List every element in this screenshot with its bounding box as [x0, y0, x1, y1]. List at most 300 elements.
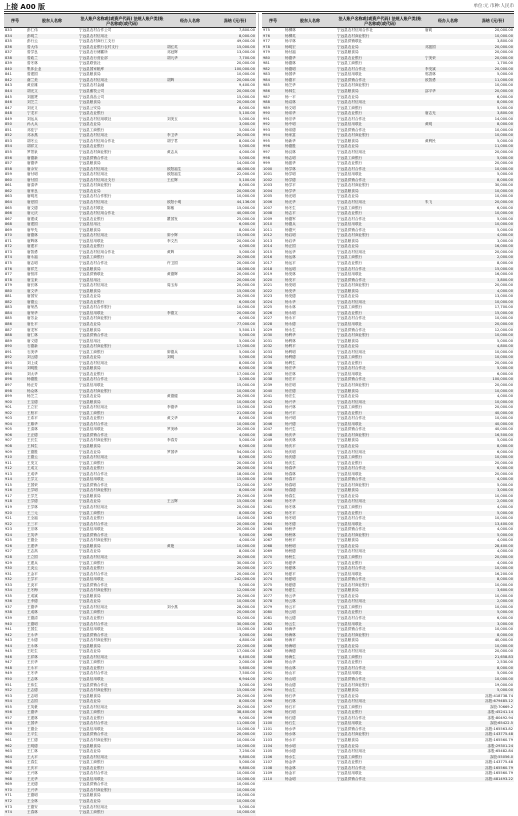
row-amount: 冻股:65422.5	[489, 721, 513, 726]
row-no: 1078	[263, 599, 273, 604]
row-id: 宁远县信用联社	[337, 671, 363, 676]
row-amount: 10,000.00	[494, 416, 513, 421]
row-id: 宁远县供销合作社	[337, 227, 366, 232]
row-name: 王德明	[27, 621, 38, 626]
row-no: 1048	[263, 432, 273, 437]
row-amount: 4,000.00	[496, 505, 513, 510]
row-no: 1009	[263, 216, 273, 221]
row-name: 唐建国	[27, 222, 38, 227]
row-name: 王永德	[27, 638, 38, 643]
row-amount: 6,000.00	[238, 366, 255, 371]
row-amount: 20,000.00	[494, 55, 513, 60]
row-id: 宁远县工商银行	[79, 810, 105, 815]
row-no: 898	[5, 388, 12, 393]
row-person: 胡红英	[167, 44, 178, 49]
row-no: 988	[263, 100, 270, 105]
row-amount: 4,800.00	[496, 344, 513, 349]
row-id: 宁远县信用联社	[337, 122, 363, 127]
row-no: 859	[5, 172, 12, 177]
row-no: 880	[5, 288, 12, 293]
row-amount: 冻股:55056.0	[489, 754, 513, 759]
row-name: 杨永明	[285, 310, 296, 315]
row-amount: 5,000.00	[496, 482, 513, 487]
row-person: 黄德健	[167, 394, 178, 399]
row-no: 1016	[263, 255, 273, 260]
row-amount: 40,000.00	[494, 427, 513, 432]
row-no: 1097	[263, 704, 273, 709]
row-amount: 2,000.00	[238, 660, 255, 665]
row-name: 王宗林	[27, 527, 38, 532]
row-no: 1055	[263, 471, 273, 476]
row-id: 宁远县信用联社	[337, 521, 363, 526]
row-no: 965	[5, 760, 12, 765]
row-id: 宁远县信用联社	[337, 172, 363, 177]
row-id: 宁远县农村商业银行	[337, 682, 370, 687]
row-no: 881	[5, 294, 12, 299]
row-name: 王德华	[27, 710, 38, 715]
row-no: 1021	[263, 283, 273, 288]
row-name: 王大平	[27, 754, 38, 759]
row-amount: 8,000.00	[238, 510, 255, 515]
row-name: 杨学德	[285, 177, 296, 182]
row-name: 杨石华	[285, 693, 296, 698]
row-amount: 52,000.00	[236, 615, 255, 620]
row-no: 1061	[263, 505, 273, 510]
row-no: 1095	[263, 693, 273, 698]
row-amount: 10,000.00	[494, 582, 513, 587]
row-amount: 5,000.00	[496, 610, 513, 615]
row-no: 941	[5, 627, 12, 632]
row-amount: 20,000.00	[236, 505, 255, 510]
row-id: 宁远县供销合作社	[79, 333, 108, 338]
row-id: 宁远县农业银行	[337, 161, 363, 166]
row-name: 杨夏平	[285, 571, 296, 576]
row-name: 曾学良	[27, 50, 38, 55]
row-id: 宁远县供销合作社	[337, 676, 366, 681]
row-name: 王建林	[27, 715, 38, 720]
row-amount: 8,000.00	[496, 665, 513, 670]
row-name: 王光华	[27, 776, 38, 781]
row-amount: 10,000.00	[494, 455, 513, 460]
row-id: 宁远县工商银行	[79, 410, 105, 415]
row-amount: 6,000.00	[238, 222, 255, 227]
row-name: 刘云德	[27, 355, 38, 360]
row-amount: 77,000.00	[236, 321, 255, 326]
row-no: 909	[5, 449, 12, 454]
row-person: 黄德辉	[167, 272, 178, 277]
row-name: 杨柳英	[285, 33, 296, 38]
row-id: 宁远县粮食局	[79, 643, 101, 648]
row-amount: 3,000.00	[238, 122, 255, 127]
row-person: 唐莉	[425, 28, 433, 32]
row-id: 宁远县农村商业银行	[79, 150, 112, 155]
row-id: 宁远县农村商业银行	[337, 83, 370, 88]
row-name: 邓冰燕	[27, 133, 38, 138]
row-name: 杨德林	[285, 61, 296, 66]
row-id: 宁远县农村信用社	[79, 804, 108, 809]
row-amount: 10,000.00	[494, 604, 513, 609]
row-no: 901	[5, 405, 12, 410]
row-id: 宁远县农村信用社	[337, 199, 366, 204]
row-name: 杨海明	[285, 643, 296, 648]
row-id: 宁远县农业银行	[79, 715, 105, 720]
row-amount: 6,944.00	[238, 676, 255, 681]
row-name: 王志德	[27, 688, 38, 693]
row-id: 宁远县农村信用社	[337, 349, 366, 354]
row-amount: 7,250.00	[238, 749, 255, 754]
row-amount: 10,000.00	[494, 493, 513, 498]
row-name: 唐余安	[27, 166, 38, 171]
row-no: 950	[5, 676, 12, 681]
row-amount: 20,000.00	[236, 527, 255, 532]
row-no: 975	[263, 28, 270, 32]
table-row	[4, 810, 256, 816]
row-no: 894	[5, 366, 12, 371]
row-name: 杨山生	[285, 688, 296, 693]
row-id: 宁远县供销联社	[79, 272, 105, 277]
row-name: 王发文	[27, 460, 38, 465]
row-name: 杨春华	[285, 466, 296, 471]
row-name: 唐义德	[27, 338, 38, 343]
row-amount: 冻股:165560.79	[485, 771, 513, 776]
row-person: 李卫华	[167, 133, 178, 138]
row-no: 1077	[263, 593, 273, 598]
row-name: 王林生	[27, 444, 38, 449]
row-no: 1085	[263, 638, 273, 643]
row-no: 841	[5, 72, 12, 77]
row-no: 980	[263, 55, 270, 60]
row-no: 1052	[263, 455, 273, 460]
row-person: 欧阳福生	[167, 166, 182, 171]
row-id: 宁远县农村合作社	[337, 765, 366, 770]
row-id: 宁远县粮食局	[337, 288, 359, 293]
row-no: 996	[263, 144, 270, 149]
row-id: 宁远县农村商业银行	[79, 388, 112, 393]
row-id: 宁远县农村商业银行	[337, 732, 370, 737]
row-id: 宁远县工商银行	[79, 255, 105, 260]
row-name: 王学文	[27, 477, 38, 482]
row-name: 杨春平	[285, 477, 296, 482]
row-name: 唐志明	[27, 260, 38, 265]
row-id: 宁远县工商银行	[79, 127, 105, 132]
table-left	[4, 13, 256, 815]
row-no: 1099	[263, 715, 273, 720]
row-name: 杨兴华	[285, 399, 296, 404]
row-name: 唐国安	[27, 294, 38, 299]
row-amount: 20,000.00	[236, 571, 255, 576]
row-no: 976	[263, 33, 270, 38]
row-amount: 4,000.00	[496, 477, 513, 482]
row-id: 宁远县农村商业银行	[337, 133, 370, 138]
row-no: 873	[5, 249, 12, 254]
row-amount: 3,800.00	[496, 277, 513, 282]
row-no: 897	[5, 383, 12, 387]
row-amount: 10,000.00	[494, 133, 513, 138]
row-no: 973	[5, 804, 12, 809]
row-amount: 冻股:679485.12	[485, 699, 513, 704]
row-no: 981	[263, 61, 270, 66]
row-person: 廖小辉	[167, 233, 178, 238]
row-id: 宁远县农业银行	[79, 665, 105, 670]
row-amount: 19,000.00	[494, 682, 513, 687]
row-name: 杨志平	[285, 211, 296, 216]
row-id: 宁远县农业银行	[337, 111, 363, 116]
row-name: 刘光义	[27, 105, 38, 110]
row-id: 宁远县农村商业银行	[337, 632, 370, 637]
row-id: 宁远县工商银行	[337, 455, 363, 460]
row-no: 858	[5, 166, 12, 171]
row-name: 杨秋生	[285, 554, 296, 559]
row-no: 1098	[263, 710, 273, 715]
row-id: 宁远县农业银行	[79, 144, 105, 149]
row-no: 1060	[263, 499, 273, 504]
row-id: 宁远县农业局	[79, 394, 101, 399]
row-name: 杨文明	[285, 105, 296, 110]
row-id: 宁远县农村金融	[79, 83, 105, 88]
row-name: 王德清	[27, 615, 38, 620]
row-name: 杨山华	[285, 660, 296, 665]
row-person: 黄辉	[167, 249, 175, 254]
row-no: 1105	[263, 749, 273, 754]
row-no: 957	[5, 715, 12, 720]
row-no: 999	[263, 161, 270, 166]
row-no: 856	[5, 155, 12, 160]
row-amount: 10,000.00	[494, 194, 513, 199]
row-id: 宁远县供销合作社	[337, 726, 366, 731]
row-amount: 1,700.00	[496, 61, 513, 66]
row-name: 杨山林	[285, 665, 296, 670]
row-id: 宁远县粮食局	[79, 399, 101, 404]
row-person: 许卫国	[167, 260, 178, 265]
row-no: 871	[5, 238, 12, 243]
row-id: 宁远县粮食局	[79, 793, 101, 798]
row-amount: 冻股:45241.14	[487, 710, 513, 715]
row-no: 929	[5, 560, 12, 565]
row-no: 913	[5, 471, 12, 476]
row-name: 杨夏明	[285, 577, 296, 582]
row-amount: 7,700.00	[238, 55, 255, 60]
row-id: 宁远县工商银行	[337, 754, 363, 759]
row-id: 宁远县信用联社	[337, 222, 363, 227]
row-no: 968	[5, 776, 12, 781]
row-no: 974	[5, 810, 12, 815]
row-no: 848	[5, 111, 12, 116]
row-name: 王仁德	[27, 738, 38, 742]
row-name: 谢兰美	[27, 77, 38, 82]
row-amount: 28,000.00	[236, 604, 255, 609]
row-id: 宁远县粮食局	[79, 266, 101, 271]
row-no: 837	[5, 50, 12, 55]
row-name: 杨海林	[285, 632, 296, 637]
row-name: 唐爱国	[27, 199, 38, 204]
row-id: 宁远县粮食局	[79, 743, 101, 748]
row-amount: 16,200.00	[494, 571, 513, 576]
row-name: 唐德华	[27, 161, 38, 166]
row-no: 839	[5, 61, 12, 66]
row-amount: 4,000.00	[496, 233, 513, 238]
row-id: 宁远县信用联社	[337, 571, 363, 576]
row-amount: 14,000.00	[236, 161, 255, 166]
row-amount: 17,700.00	[494, 305, 513, 310]
row-id: 宁远县供销合作社	[79, 632, 108, 637]
row-amount: 冻股:143775.48	[485, 760, 513, 765]
row-name: 王三平	[27, 521, 38, 526]
row-name: 杨永林	[285, 305, 296, 310]
row-no: 1056	[263, 477, 273, 482]
row-id: 宁远县供销合作社	[79, 582, 108, 587]
row-no: 1092	[263, 676, 273, 681]
row-name: 杨发明	[285, 283, 296, 288]
row-amount: 5,000.00	[496, 216, 513, 221]
row-id: 宁远县信用联社	[79, 577, 105, 582]
row-name: 唐德林	[27, 233, 38, 238]
row-amount: 5,000.00	[238, 532, 255, 537]
row-amount: 54,000.00	[236, 449, 255, 454]
row-amount: 8,000.00	[496, 632, 513, 637]
row-no: 1079	[263, 604, 273, 609]
row-amount: 11,000.00	[494, 144, 513, 149]
row-id: 宁远县工商银行	[337, 61, 363, 66]
row-no: 851	[5, 127, 12, 132]
row-amount: 20,000.00	[494, 321, 513, 326]
row-amount: 5,000.00	[238, 144, 255, 149]
row-id: 宁远县农村合作社	[79, 571, 108, 576]
row-no: 869	[5, 227, 12, 232]
row-amount: 3,000.00	[496, 621, 513, 626]
row-amount: 15,000.00	[236, 627, 255, 632]
row-no: 1065	[263, 527, 273, 532]
row-id: 宁远县工商银行	[337, 255, 363, 260]
row-id: 宁远县工商银行	[337, 205, 363, 210]
row-name: 王炎平	[27, 582, 38, 587]
row-amount: 8,000.00	[238, 105, 255, 110]
row-name: 曾政兰	[27, 55, 38, 60]
row-id: 宁远县农村合作社	[337, 316, 366, 321]
row-person: 廖德兵	[167, 349, 178, 354]
row-no: 846	[5, 100, 12, 105]
row-name: 杨林生	[285, 89, 296, 94]
row-person: 刘美玉	[167, 116, 178, 121]
row-amount: 冻股:70669.2	[489, 704, 513, 709]
row-no: 845	[5, 94, 12, 99]
row-no: 1026	[263, 310, 273, 315]
row-id: 宁远县农村合作社	[337, 665, 366, 670]
row-amount: 20,000.00	[494, 50, 513, 55]
row-name: 杨芝兰	[27, 394, 38, 399]
row-id: 宁远县信用联社	[337, 72, 363, 77]
row-no: 1062	[263, 510, 273, 515]
row-amount: 8,000.00	[496, 100, 513, 105]
row-amount: 4,000.00	[496, 549, 513, 554]
row-name: 杨正芳	[27, 383, 38, 387]
row-name: 杨德胜	[285, 144, 296, 149]
row-id: 宁远县农村商业银行	[337, 582, 370, 587]
row-name: 唐德云	[27, 299, 38, 304]
row-amount: 10,000.00	[236, 726, 255, 731]
row-id: 宁远县供销合作社	[337, 776, 366, 781]
row-id: 宁远县粮食局	[79, 593, 101, 598]
table-header	[262, 13, 514, 28]
row-id: 宁远县供销合作社	[79, 732, 108, 737]
row-id: 宁远县供销合作社	[79, 782, 108, 787]
row-no: 883	[5, 305, 12, 310]
row-name: 杨云平	[285, 604, 296, 609]
row-amount: 8,000.00	[238, 183, 255, 188]
row-no: 1081	[263, 615, 273, 620]
row-amount: 13,400.00	[494, 521, 513, 526]
row-no: 1067	[263, 538, 273, 543]
row-name: 杨石平	[285, 704, 296, 709]
row-name: 杨帝华	[285, 111, 296, 116]
row-amount: 5,000.00	[238, 338, 255, 343]
row-id: 宁远县农村商业银行	[337, 482, 370, 487]
row-id: 宁远县粮食局	[79, 100, 101, 105]
row-person: 王云辉	[167, 499, 178, 504]
row-name: 杨石林	[285, 699, 296, 704]
row-name: 唐家良	[27, 188, 38, 193]
row-amount: 8,000.00	[238, 488, 255, 493]
row-no: 1027	[263, 316, 273, 321]
row-amount: 3,000.00	[238, 377, 255, 382]
row-id: 宁远县农村商业银行	[337, 383, 370, 387]
row-id: 宁远县工商银行	[79, 660, 105, 665]
row-amount: 38,400.00	[236, 710, 255, 715]
row-no: 1029	[263, 327, 273, 332]
row-id: 宁远县农村商业银行	[79, 588, 112, 593]
row-no: 925	[5, 538, 12, 543]
row-name: 杨金明	[285, 776, 296, 781]
row-amount: 20,000.00	[494, 66, 513, 71]
row-id: 宁远县农村商业银行	[337, 33, 370, 38]
row-no: 938	[5, 610, 12, 615]
row-id: 宁远县公安局	[79, 105, 101, 110]
row-name: 杨金林	[285, 765, 296, 770]
row-name: 王学德	[27, 499, 38, 504]
row-name: 杨芝华	[285, 83, 296, 88]
row-name: 罗景泉	[27, 150, 38, 155]
row-amount: 9,400.00	[238, 83, 255, 88]
row-name: 杨冬明	[285, 516, 296, 521]
row-amount: 25,000.00	[236, 216, 255, 221]
row-name: 杨春明	[285, 482, 296, 487]
row-no: 991	[263, 116, 270, 121]
row-no: 928	[5, 554, 12, 559]
row-name: 唐龙军	[27, 327, 38, 332]
row-name: 刘太华	[27, 371, 38, 376]
row-amount: 48,000.00	[236, 166, 255, 171]
row-name: 唐辉林	[27, 238, 38, 243]
row-no: 921	[5, 516, 12, 521]
row-name: 彭明兰	[27, 33, 38, 38]
row-no: 1046	[263, 421, 273, 426]
row-person: 胡凡华	[167, 55, 178, 60]
row-name: 王国荣	[27, 482, 38, 487]
row-no: 966	[5, 765, 12, 770]
row-amount: 20,000.00	[494, 360, 513, 365]
row-id: 宁远县工商银行	[337, 554, 363, 559]
row-amount: 20,000.00	[236, 693, 255, 698]
row-no: 978	[263, 44, 270, 49]
row-amount: 8,000.00	[238, 227, 255, 232]
row-no: 1080	[263, 610, 273, 615]
row-no: 961	[5, 738, 12, 742]
row-id: 宁远县信用联社	[337, 471, 363, 476]
row-amount: 10,000.00	[236, 776, 255, 781]
row-amount: 15,000.00	[236, 44, 255, 49]
row-id: 宁远县工商银行	[79, 510, 105, 515]
row-amount: 5,000.00	[238, 355, 255, 360]
row-no: 1030	[263, 333, 273, 338]
